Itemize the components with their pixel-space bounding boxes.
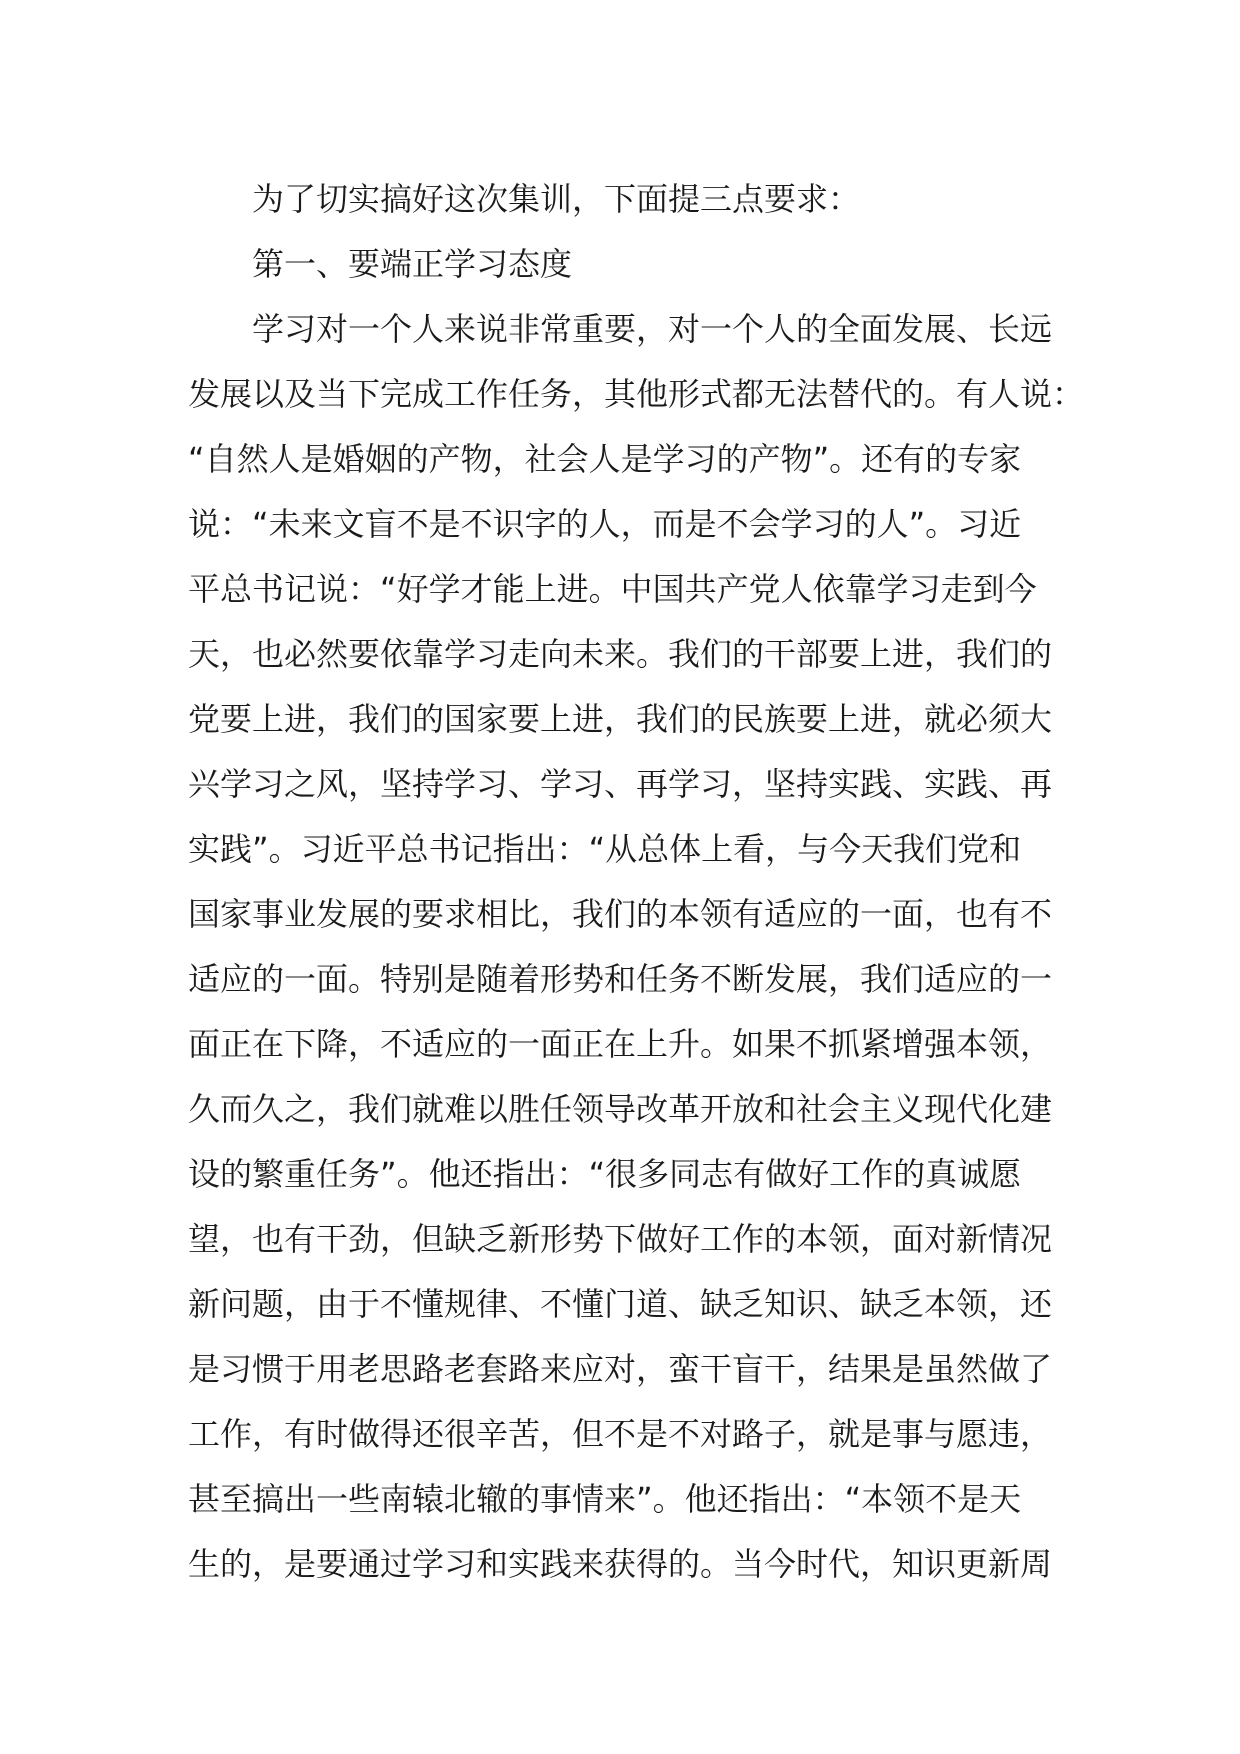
paragraph-line: 说：“未来文盲不是不识字的人，而是不会学习的人”。习近 [188,505,1022,543]
section-heading: 第一、要端正学习态度 [252,245,573,283]
paragraph-line: 久而久之，我们就难以胜任领导改革开放和社会主义现代化建 [188,1090,1053,1128]
paragraph-line: 设的繁重任务”。他还指出：“很多同志有做好工作的真诚愿 [188,1155,1022,1193]
paragraph-line: 天，也必然要依靠学习走向未来。我们的干部要上进，我们的 [188,635,1053,673]
paragraph-line: “自然人是婚姻的产物，社会人是学习的产物”。还有的专家 [188,440,1022,478]
paragraph-line: 面正在下降，不适应的一面正在上升。如果不抓紧增强本领， [188,1025,1053,1063]
paragraph-line: 望，也有干劲，但缺乏新形势下做好工作的本领，面对新情况 [188,1220,1053,1258]
paragraph-line: 发展以及当下完成工作任务，其他形式都无法替代的。有人说： [188,375,1085,413]
paragraph-line: 适应的一面。特别是随着形势和任务不断发展，我们适应的一 [188,960,1053,998]
paragraph-line: 新问题，由于不懂规律、不懂门道、缺乏知识、缺乏本领，还 [188,1285,1053,1323]
paragraph-line: 党要上进，我们的国家要上进，我们的民族要上进，就必须大 [188,700,1053,738]
paragraph-line: 实践”。习近平总书记指出：“从总体上看，与今天我们党和 [188,830,1022,868]
document-body [188,167,1085,1597]
paragraph-line: 是习惯于用老思路老套路来应对，蛮干盲干，结果是虽然做了 [188,1350,1053,1388]
paragraph-line: 工作，有时做得还很辛苦，但不是不对路子，就是事与愿违， [188,1415,1053,1453]
paragraph-line: 学习对一个人来说非常重要，对一个人的全面发展、长远 [252,310,1053,348]
intro-paragraph-line: 为了切实搞好这次集训，下面提三点要求： [252,180,861,218]
paragraph-line: 甚至搞出一些南辕北辙的事情来”。他还指出：“本领不是天 [188,1480,1022,1518]
paragraph-line: 平总书记说：“好学才能上进。中国共产党人依靠学习走到今 [188,570,1037,608]
paragraph-line: 国家事业发展的要求相比，我们的本领有适应的一面，也有不 [188,895,1053,933]
paragraph-line: 兴学习之风，坚持学习、学习、再学习，坚持实践、实践、再 [188,765,1053,803]
paragraph-line: 生的，是要通过学习和实践来获得的。当今时代，知识更新周 [188,1545,1053,1583]
